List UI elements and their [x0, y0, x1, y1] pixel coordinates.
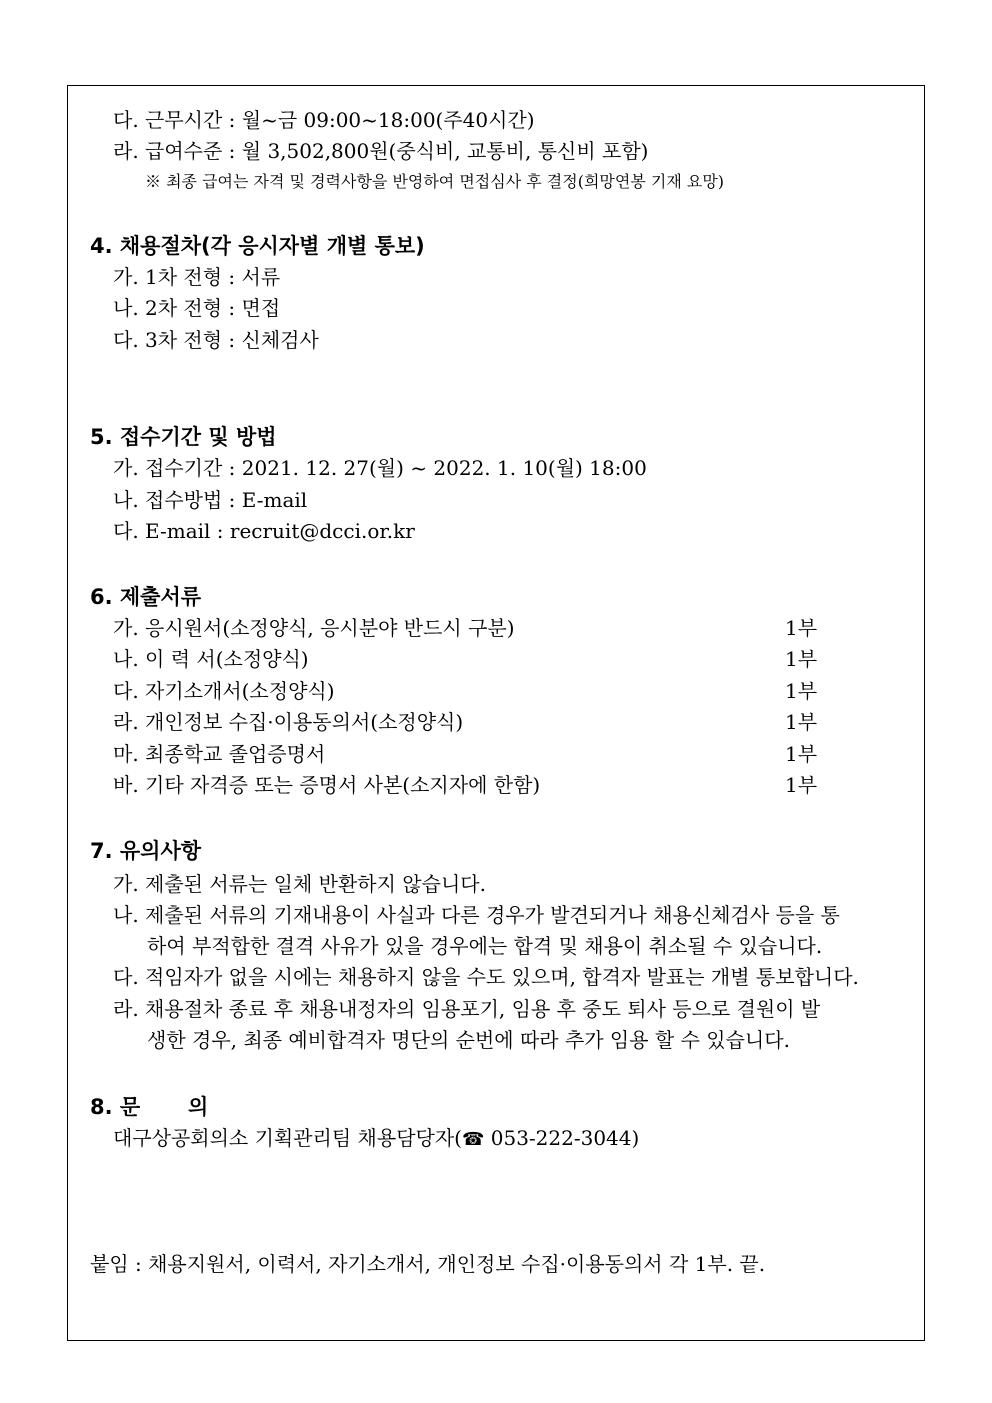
list-item: 가. 접수기간 : 2021. 12. 27(월) ~ 2022. 1. 10(월) 18:00: [113, 456, 647, 480]
document-item: 나. 이 력 서(소정양식): [113, 647, 309, 671]
notice-line: 나. 제출된 서류의 기재내용이 사실과 다른 경우가 발견되거나 채용신체검사 등을 통: [113, 903, 840, 927]
section-7-heading: 7. 유의사항: [90, 839, 202, 863]
list-item: 가. 1차 전형 : 서류: [113, 265, 281, 289]
section-8-heading-end: 의: [188, 1095, 209, 1119]
notice-line: 하여 부적합한 결격 사유가 있을 경우에는 합격 및 채용이 취소될 수 있습니다.: [147, 934, 823, 958]
list-item: 다. E-mail : recruit@dcci.or.kr: [113, 519, 415, 543]
notice-line: 라. 채용절차 종료 후 채용내정자의 임용포기, 임용 후 중도 퇴사 등으로 결원이 발: [113, 997, 821, 1021]
contact-line: [113, 1124, 639, 1154]
document-count: 1부: [785, 616, 818, 640]
list-item: 다. 3차 전형 : 신체검사: [113, 328, 319, 352]
document-item: 다. 자기소개서(소정양식): [113, 679, 335, 703]
notice-line: 다. 적임자가 없을 시에는 채용하지 않을 수도 있으며, 합격자 발표는 개별 통보합니다.: [113, 965, 859, 989]
attachment-line: 붙임 : 채용지원서, 이력서, 자기소개서, 개인정보 수집·이용동의서 각 1부. 끝.: [90, 1252, 766, 1276]
list-item: 나. 접수방법 : E-mail: [113, 488, 308, 512]
salary-note: ※ 최종 급여는 자격 및 경력사항을 반영하여 면접심사 후 결정(희망연봉 기재 요망): [145, 172, 725, 191]
document-count: 1부: [785, 647, 818, 671]
document-count: 1부: [785, 710, 818, 734]
contact-phone: 053-222-3044): [484, 1126, 640, 1150]
section-8-heading: 8. 문: [90, 1095, 141, 1119]
document-item: 가. 응시원서(소정양식, 응시분야 반드시 구분): [113, 616, 515, 640]
notice-line: 가. 제출된 서류는 일체 반환하지 않습니다.: [113, 872, 486, 896]
list-item: 나. 2차 전형 : 면접: [113, 296, 281, 320]
work-hours: 다. 근무시간 : 월~금 09:00~18:00(주40시간): [113, 108, 535, 132]
document-item: 바. 기타 자격증 또는 증명서 사본(소지자에 한함): [113, 773, 541, 797]
section-4-heading: 4. 채용절차(각 응시자별 개별 통보): [90, 234, 425, 258]
contact-prefix: 대구상공회의소 기획관리팀 채용담당자(: [113, 1126, 462, 1150]
section-6-heading: 6. 제출서류: [90, 585, 202, 609]
document-count: 1부: [785, 773, 818, 797]
salary: 라. 급여수준 : 월 3,502,800원(중식비, 교통비, 통신비 포함): [113, 139, 649, 163]
document-item: 라. 개인정보 수집·이용동의서(소정양식): [113, 710, 464, 734]
section-5-heading: 5. 접수기간 및 방법: [90, 425, 277, 449]
notice-line: 생한 경우, 최종 예비합격자 명단의 순번에 따라 추가 임용 할 수 있습니다.: [147, 1028, 790, 1052]
document-count: 1부: [785, 742, 818, 766]
document-item: 마. 최종학교 졸업증명서: [113, 742, 326, 766]
document-count: 1부: [785, 679, 818, 703]
phone-icon: ☎: [461, 1129, 485, 1150]
